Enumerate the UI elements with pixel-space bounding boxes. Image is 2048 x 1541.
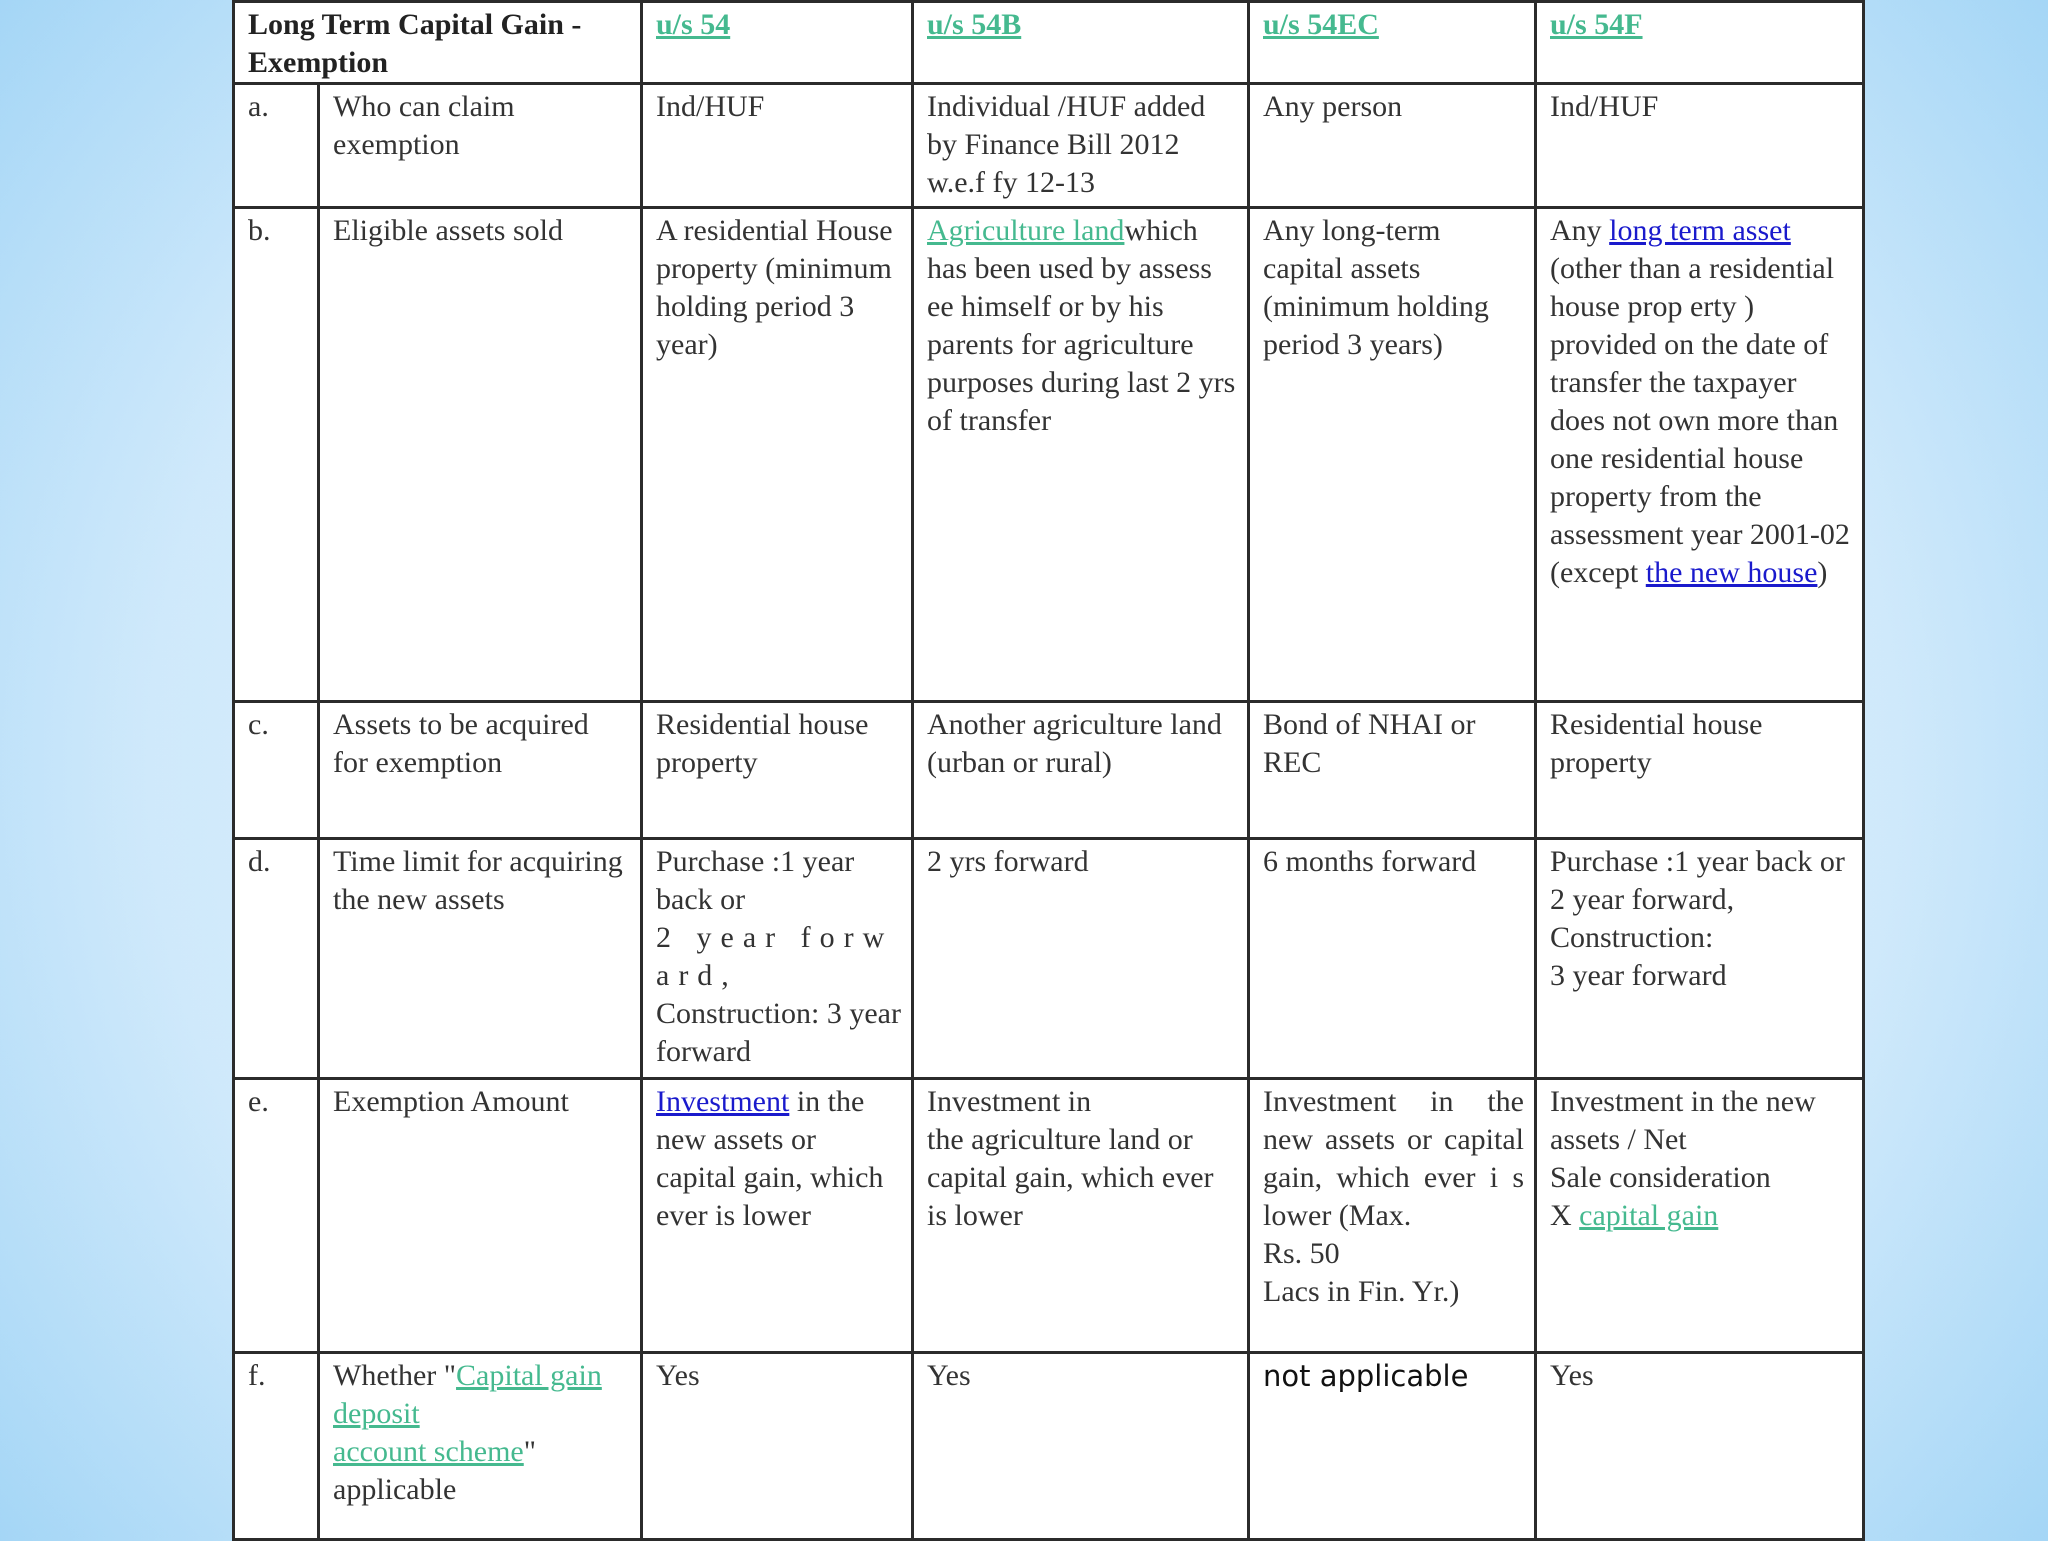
cell-line: Rs. 50 [1263,1237,1340,1270]
cell-text: which has been used by assess ee himself or by his parents for agriculture purposes during last 2 yrs of transfer [927,214,1236,437]
cell-us54 [642,839,913,1079]
row-label: Eligible assets sold [319,208,642,702]
header-us54 [642,2,913,84]
row-label: Exemption Amount [319,1079,642,1353]
table-row-b [234,208,1864,702]
table-row-c [234,702,1864,839]
cell-line: Investment in [927,1085,1092,1118]
cell-line: Construction: 3 year forward [656,997,901,1068]
row-label: Assets to be acquired for exemption [319,702,642,839]
cell-us54f [1536,208,1864,702]
cell-us54ec: 6 months forward [1249,839,1536,1079]
cell-text: ) [1817,556,1828,589]
cell-line [1550,1197,1852,1235]
cell-us54: Ind/HUF [642,84,913,208]
us54ec-link[interactable]: u/s 54EC [1263,8,1379,41]
cell-us54b [913,1079,1249,1353]
table-row-a [234,84,1864,208]
header-us54b [913,2,1249,84]
cell-us54f: Residential house property [1536,702,1864,839]
long-term-asset-link[interactable]: long term asset [1609,214,1791,247]
row-index: d. [234,839,319,1079]
cell-line: 2 year forw ard, [656,921,894,992]
cell-line: Sale consideration [1550,1161,1771,1194]
cell-line: Investment in the new assets or capital gain, which ever i s lower (Max. [1263,1085,1524,1232]
us54-link[interactable]: u/s 54 [656,8,731,41]
cell-us54b: Yes [913,1353,1249,1540]
cell-us54ec: Any long-term capital assets (minimum holding period 3 years) [1249,208,1536,702]
table-title: Long Term Capital Gain - Exemption [234,2,642,84]
cell-line: Investment in the new assets / Net [1550,1085,1816,1156]
row-index: e. [234,1079,319,1353]
table-row-d [234,839,1864,1079]
row-label [319,1353,642,1540]
capital-gain-link[interactable]: capital gain [1579,1199,1719,1232]
cell-us54: Residential house property [642,702,913,839]
cell-us54b: Individual /HUF added by Finance Bill 2012 w.e.f fy 12-13 [913,84,1249,208]
cell-us54b: Another agriculture land (urban or rural) [913,702,1249,839]
cell-us54ec: Any person [1249,84,1536,208]
header-row [234,2,1864,84]
table-row-f [234,1353,1864,1540]
cell-line: Purchase :1 year back or [656,845,855,916]
capital-gain-deposit-link[interactable]: Capital gain deposit [333,1359,602,1430]
cell-text: (other than a residential house prop erty ) provided on the date of transfer the taxpayer does not own more than one residential house property from the assessment year 2001-02 (except [1550,252,1850,589]
cell-text: Any [1550,214,1610,247]
cell-us54 [642,1079,913,1353]
cell-us54f: Ind/HUF [1536,84,1864,208]
cell-line: the agriculture land or capital gain, which ever is lower [927,1123,1214,1232]
cell-line: 3 year forward [1550,959,1727,992]
header-us54ec [1249,2,1536,84]
exemption-table [232,0,1865,1541]
cell-text: Whether " [333,1359,457,1392]
cell-us54ec [1249,1079,1536,1353]
cell-us54: Yes [642,1353,913,1540]
cell-us54ec: not applicable [1249,1353,1536,1540]
row-index: a. [234,84,319,208]
agriculture-land-link[interactable]: Agriculture land [927,214,1125,247]
cell-us54f [1536,839,1864,1079]
row-index: c. [234,702,319,839]
investment-link[interactable]: Investment [656,1085,790,1118]
cell-text: " applicable [333,1435,536,1506]
row-index: f. [234,1353,319,1540]
cell-line: Construction: [1550,921,1714,954]
row-label: Time limit for acquiring the new assets [319,839,642,1079]
account-scheme-link[interactable]: account scheme [333,1435,524,1468]
cell-line: Lacs in Fin. Yr.) [1263,1275,1460,1308]
cell-us54f: Yes [1536,1353,1864,1540]
cell-line: Purchase :1 year back or 2 year forward, [1550,845,1845,916]
cell-us54b: 2 yrs forward [913,839,1249,1079]
header-us54f [1536,2,1864,84]
new-house-link[interactable]: the new house [1645,556,1818,589]
cell-us54: A residential House property (minimum holding period 3 year) [642,208,913,702]
cell-us54f [1536,1079,1864,1353]
cell-us54ec: Bond of NHAI or REC [1249,702,1536,839]
row-index: b. [234,208,319,702]
cell-us54b [913,208,1249,702]
cell-text: in the new assets or capital gain, which ever is lower [656,1085,884,1232]
us54f-link[interactable]: u/s 54F [1550,8,1643,41]
row-label: Who can claim exemption [319,84,642,208]
table-row-e [234,1079,1864,1353]
cell-text: X [1550,1199,1580,1232]
us54b-link[interactable]: u/s 54B [927,8,1022,41]
